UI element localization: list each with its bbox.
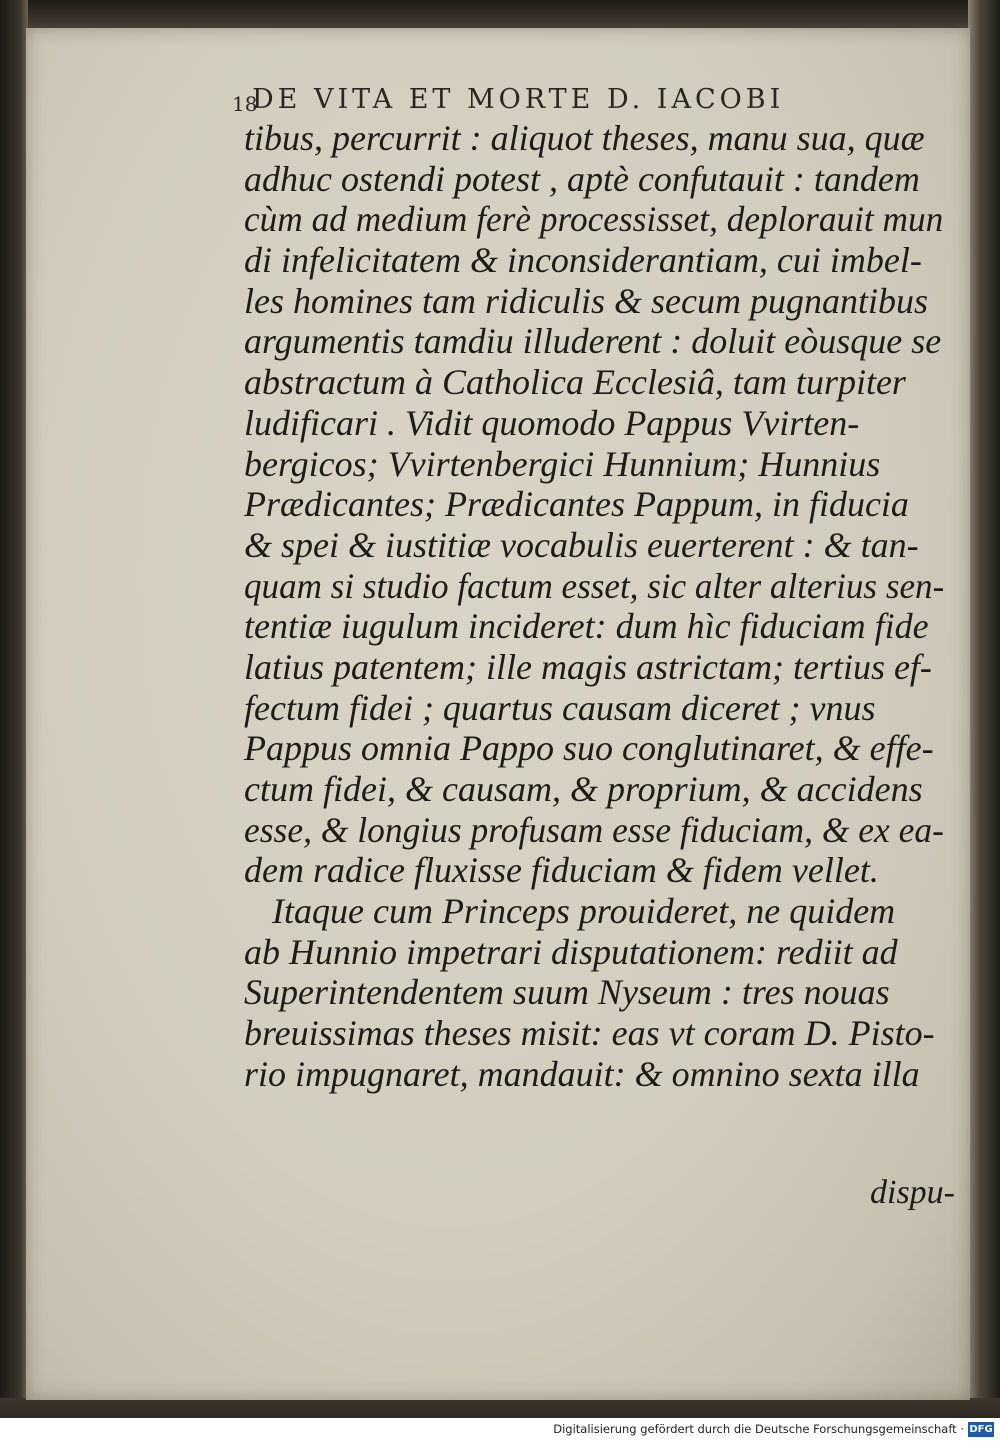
text-line: breuissimas theses misit: eas vt coram D. Pisto- bbox=[244, 1013, 935, 1054]
text-line: dem radice fluxisse fiduciam & fidem vellet. bbox=[244, 850, 879, 891]
text-line: abstractum à Catholica Ecclesiâ, tam turpiter bbox=[244, 362, 906, 403]
running-head: DE VITA ET MORTE D. IACOBI bbox=[252, 84, 785, 115]
dfg-logo-icon: DFG bbox=[969, 1424, 993, 1435]
text-line: esse, & longius profusam esse fiduciam, & ex ea- bbox=[244, 809, 944, 850]
text-line: quam si studio factum esset, sic alter alterius sen- bbox=[244, 565, 945, 606]
text-line: di infelicitatem & inconsiderantiam, cui imbel- bbox=[244, 240, 922, 281]
text-line: Superintendentem suum Nyseum : tres nouas bbox=[244, 972, 890, 1013]
text-line: bergicos; Vvirtenbergici Hunnium; Hunnius bbox=[244, 443, 881, 484]
text-line-paragraph-start: Itaque cum Princeps prouideret, ne quidem bbox=[272, 891, 896, 932]
page-number: 18 bbox=[232, 92, 258, 116]
text-line: rio impugnaret, mandauit: & omnino sexta illa bbox=[244, 1053, 920, 1094]
text-line: ab Hunnio impetrari disputationem: rediit ad bbox=[244, 931, 898, 972]
scan-border-left bbox=[0, 0, 28, 1442]
scan-border-top bbox=[0, 0, 1000, 30]
text-line: argumentis tamdiu illuderent : doluit eòusque se bbox=[244, 321, 942, 362]
text-line: tentiæ iugulum incideret: dum hìc fiduciam fide bbox=[244, 606, 929, 647]
text-line: adhuc ostendi potest , aptè confutauit : tandem bbox=[244, 158, 920, 199]
text-line: latius patentem; ille magis astrictam; tertius ef- bbox=[244, 646, 932, 687]
text-line: Prædicantes; Prædicantes Pappum, in fiducia bbox=[244, 484, 909, 525]
footer-bar bbox=[0, 1418, 1000, 1442]
text-line: fectum fidei ; quartus causam diceret ; vnus bbox=[244, 687, 876, 728]
text-line: ctum fidei, & causam, & proprium, & accidens bbox=[244, 769, 923, 809]
text-line: ludificari . Vidit quomodo Pappus Vvirten- bbox=[244, 402, 860, 443]
footer-credit: Digitalisierung gefördert durch die Deutsche Forschungsgemeinschaft · bbox=[553, 1422, 964, 1436]
text-line: cùm ad medium ferè processisset, deplorauit mun bbox=[244, 199, 944, 240]
text-line: & spei & iustitiæ vocabulis euerterent : & tan- bbox=[244, 524, 919, 565]
text-line: tibus, percurrit : aliquot theses, manu sua, quæ bbox=[244, 118, 925, 158]
text-line: les homines tam ridiculis & secum pugnantibus bbox=[244, 280, 928, 321]
text-line: Pappus omnia Pappo suo conglutinaret, & effe- bbox=[244, 728, 934, 769]
scan-border-right bbox=[968, 0, 1000, 1442]
catchword: dispu- bbox=[870, 1174, 955, 1211]
body-text bbox=[244, 118, 944, 1095]
